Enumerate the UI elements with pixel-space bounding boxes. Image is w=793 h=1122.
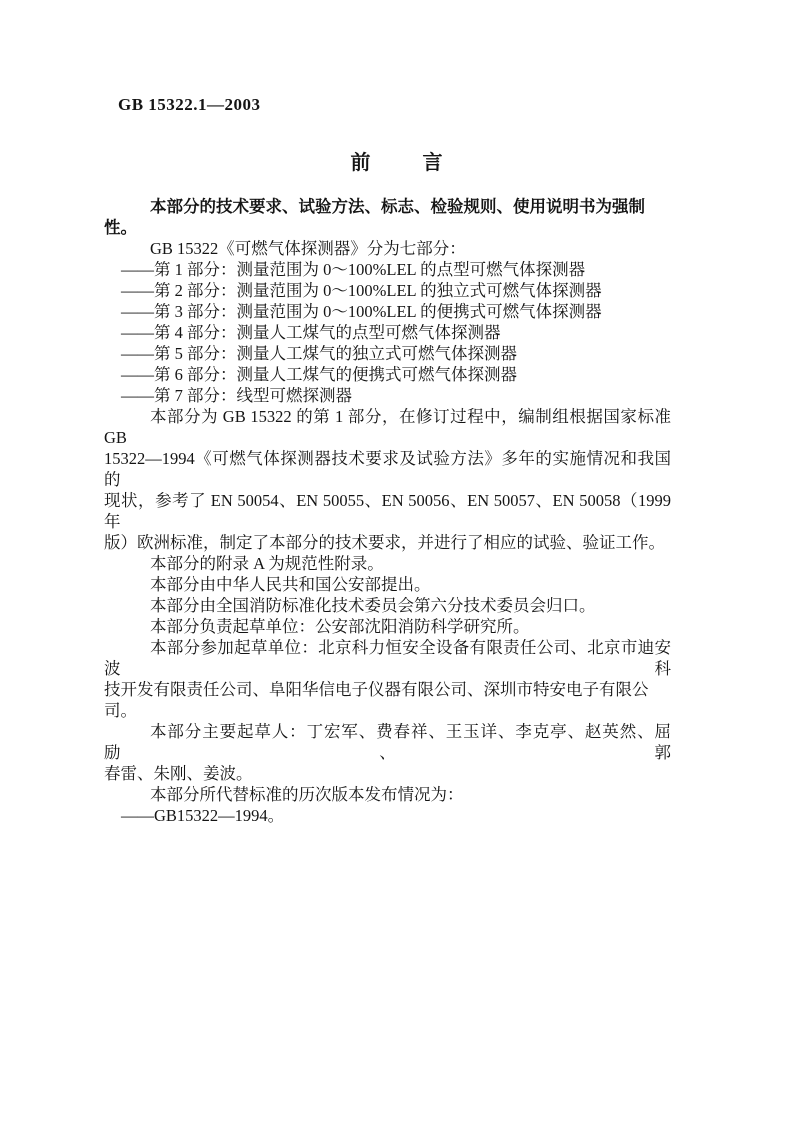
foreword-line: 本部分由全国消防标准化技术委员会第六分技术委员会归口。 [150, 596, 596, 615]
foreword-line: 版）欧洲标准，制定了本部分的技术要求，并进行了相应的试验、验证工作。 [104, 533, 665, 552]
foreword-line: 现状，参考了 EN 50054、EN 50055、EN 50056、EN 50057、EN 50058（1999 年 [104, 491, 671, 531]
foreword-line: 本部分为 GB 15322 的第 1 部分，在修订过程中，编制组根据国家标准 GB [104, 407, 671, 447]
page-title [0, 150, 793, 176]
foreword-line: 本部分的技术要求、试验方法、标志、检验规则、使用说明书为强制性。 [104, 197, 645, 237]
foreword-line: ——GB15322—1994。 [121, 806, 285, 825]
foreword-line: GB 15322《可燃气体探测器》分为七部分： [150, 239, 466, 258]
page-title-char-1: 前 [350, 152, 371, 174]
foreword-line: 本部分由中华人民共和国公安部提出。 [150, 575, 431, 594]
foreword-line: 本部分主要起草人：丁宏军、费春祥、王玉详、李克亭、赵英然、屈励、郭 [104, 722, 671, 762]
foreword-text-block [104, 196, 671, 826]
foreword-line: 本部分负责起草单位：公安部沈阳消防科学研究所。 [150, 617, 530, 636]
foreword-line: ——第 5 部分：测量人工煤气的独立式可燃气体探测器 [121, 344, 517, 363]
foreword-line: ——第 4 部分：测量人工煤气的点型可燃气体探测器 [121, 323, 501, 342]
foreword-line: ——第 1 部分：测量范围为 0～100%LEL 的点型可燃气体探测器 [121, 260, 586, 279]
foreword-line: 本部分的附录 A 为规范性附录。 [150, 554, 384, 573]
foreword-line: 本部分所代替标准的历次版本发布情况为： [150, 785, 464, 804]
foreword-line: 本部分参加起草单位：北京科力恒安全设备有限责任公司、北京市迪安波科 [104, 638, 671, 678]
page-title-char-2: 言 [422, 152, 443, 174]
foreword-line: ——第 3 部分：测量范围为 0～100%LEL 的便携式可燃气体探测器 [121, 302, 602, 321]
foreword-line: 技开发有限责任公司、阜阳华信电子仪器有限公司、深圳市特安电子有限公司。 [104, 680, 649, 720]
foreword-line: 春雷、朱刚、姜波。 [104, 764, 253, 783]
foreword-line: 15322—1994《可燃气体探测器技术要求及试验方法》多年的实施情况和我国的 [104, 449, 671, 489]
foreword-line: ——第 7 部分：线型可燃探测器 [121, 386, 352, 405]
standard-number-header: GB 15322.1—2003 [118, 95, 261, 114]
foreword-line: ——第 2 部分：测量范围为 0～100%LEL 的独立式可燃气体探测器 [121, 281, 602, 300]
foreword-line: ——第 6 部分：测量人工煤气的便携式可燃气体探测器 [121, 365, 517, 384]
